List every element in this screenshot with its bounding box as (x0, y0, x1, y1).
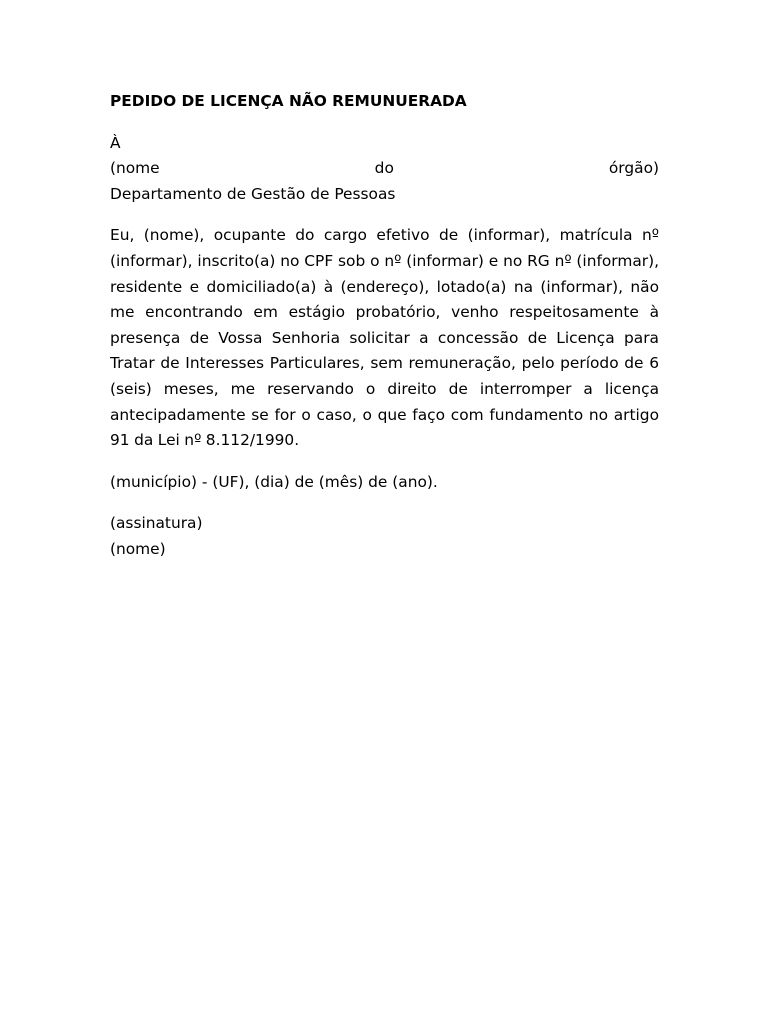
request-paragraph: Eu, (nome), ocupante do cargo efetivo de (informar), matrícula nº (informar), inscrito(a) no CPF sob o nº (informar) e no RG nº (informar), residente e domiciliado(a) à (endereço), lotado(a) na (informar), não me encontrando em estágio probatório, venho respeitosamente à presença de Vossa Senhoria solicitar a concessão de Licença para Tratar de Interesses Particulares, sem remuneração, pelo período de 6 (seis) meses, me reservando o direito de interromper a licença antecipadamente se for o caso, o que faço com fundamento no artigo 91 da Lei nº 8.112/1990. (110, 226, 659, 450)
signature-line: (assinatura) (110, 514, 203, 533)
place-date-line: (município) - (UF), (dia) de (mês) de (ano). (110, 472, 438, 491)
document-content (110, 89, 659, 563)
signature-block (110, 511, 659, 562)
addressee-organ-word: (nome (110, 159, 160, 178)
signer-name-line: (nome) (110, 539, 166, 558)
addressee-organ-word: do (374, 159, 394, 178)
addressee-to: À (110, 133, 121, 152)
addressee-organ (110, 156, 659, 182)
addressee-organ-word: órgão) (608, 159, 659, 178)
addressee-department: Departamento de Gestão de Pessoas (110, 184, 396, 203)
document-title: PEDIDO DE LICENÇA NÃO REMUNUERADA (110, 92, 467, 110)
addressee-block (110, 131, 659, 208)
